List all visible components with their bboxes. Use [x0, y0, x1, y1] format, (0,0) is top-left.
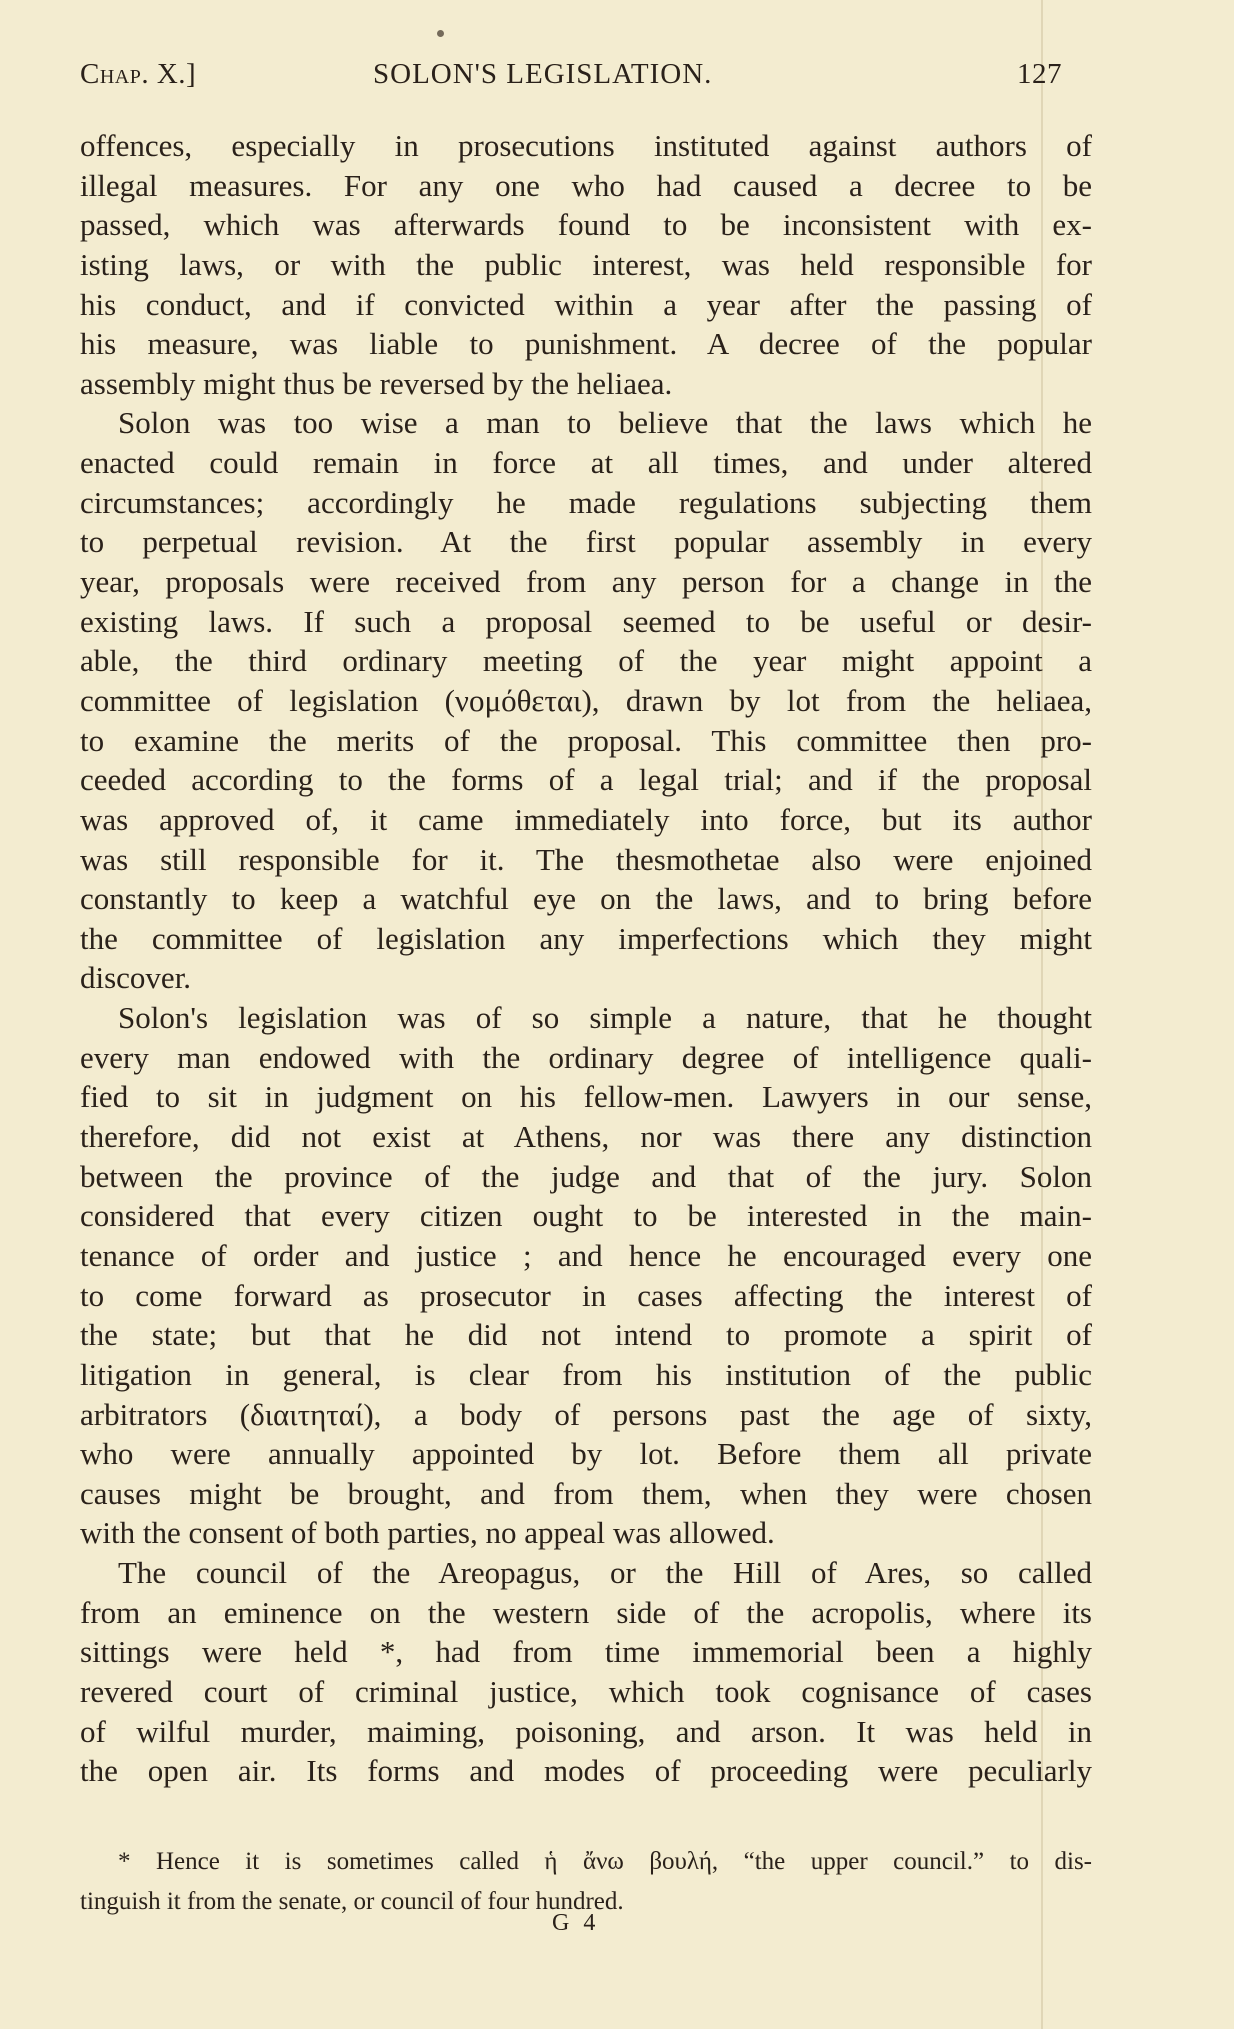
text-line: Solon was too wise a man to believe that the laws which he [118, 405, 1092, 441]
text-line: considered that every citizen ought to be interested in the main- [80, 1198, 1092, 1234]
text-line: from an eminence on the western side of the acropolis, where its [80, 1594, 1092, 1630]
text-line: his conduct, and if convicted within a year after the passing of [80, 286, 1092, 322]
text-line: Solon's legislation was of so simple a nature, that he thought [118, 1000, 1092, 1036]
text-line: revered court of criminal justice, which took cognisance of cases [80, 1673, 1092, 1709]
text-line: discover. [80, 960, 192, 996]
text-line: to come forward as prosecutor in cases affecting the interest of [80, 1277, 1092, 1313]
text-line: sittings were held *, had from time immemorial been a highly [80, 1634, 1092, 1670]
body-text [80, 126, 1092, 1791]
running-title: SOLON'S LEGISLATION. [373, 58, 713, 90]
text-line: was still responsible for it. The thesmothetae also were enjoined [80, 841, 1092, 877]
text-line: arbitrators (διαιτηταί), a body of persons past the age of sixty, [80, 1396, 1092, 1432]
chapter-label: Chap. X.] [80, 58, 197, 90]
text-line: offences, especially in prosecutions instituted against authors of [80, 128, 1092, 163]
text-line: the open air. Its forms and modes of proceeding were peculiarly [80, 1753, 1092, 1789]
signature-mark: G 4 [552, 1910, 600, 1936]
text-line: enacted could remain in force at all times, and under altered [80, 445, 1092, 481]
page-number: 127 [1017, 58, 1062, 90]
text-line: with the consent of both parties, no appeal was allowed. [80, 1515, 775, 1551]
text-line: every man endowed with the ordinary degree of intelligence quali- [80, 1039, 1092, 1075]
text-line: ceeded according to the forms of a legal trial; and if the proposal [80, 762, 1092, 798]
footnote-line-1: * Hence it is sometimes called ἡ ἄνω βουλή, “the upper council.” to dis- [118, 1848, 1092, 1875]
text-line: to perpetual revision. At the first popular assembly in every [80, 524, 1092, 560]
text-line: constantly to keep a watchful eye on the laws, and to bring before [80, 881, 1092, 917]
text-line: was approved of, it came immediately into force, but its author [80, 801, 1092, 837]
text-line: The council of the Areopagus, or the Hill of Ares, so called [118, 1555, 1092, 1591]
text-line: isting laws, or with the public interest, was held responsible for [80, 246, 1092, 282]
text-line: the state; but that he did not intend to promote a spirit of [80, 1317, 1092, 1353]
text-line: committee of legislation (νομόθεται), drawn by lot from the heliaea, [80, 682, 1092, 718]
text-line: litigation in general, is clear from his institution of the public [80, 1356, 1092, 1392]
text-line: therefore, did not exist at Athens, nor was there any distinction [80, 1119, 1092, 1155]
text-line: circumstances; accordingly he made regulations subjecting them [80, 484, 1092, 520]
text-line: his measure, was liable to punishment. A decree of the popular [80, 326, 1092, 362]
text-line: tenance of order and justice ; and hence he encouraged every one [80, 1237, 1092, 1273]
text-line: existing laws. If such a proposal seemed to be useful or desir- [80, 603, 1092, 639]
text-line: of wilful murder, maiming, poisoning, and arson. It was held in [80, 1713, 1092, 1749]
running-header [80, 58, 1080, 102]
text-line: year, proposals were received from any person for a change in the [80, 564, 1092, 600]
text-line: who were annually appointed by lot. Before them all private [80, 1436, 1092, 1472]
text-line: passed, which was afterwards found to be inconsistent with ex- [80, 207, 1092, 243]
text-line: assembly might thus be reversed by the heliaea. [80, 365, 673, 401]
ink-speck [437, 30, 444, 37]
text-line: between the province of the judge and that of the jury. Solon [80, 1158, 1092, 1194]
text-line: causes might be brought, and from them, when they were chosen [80, 1475, 1092, 1511]
footnote-line-2: tinguish it from the senate, or council of four hundred. [80, 1887, 624, 1915]
text-line: fied to sit in judgment on his fellow-men. Lawyers in our sense, [80, 1079, 1092, 1115]
text-line: the committee of legislation any imperfections which they might [80, 920, 1092, 956]
text-line: able, the third ordinary meeting of the year might appoint a [80, 643, 1092, 679]
text-line: to examine the merits of the proposal. This committee then pro- [80, 722, 1092, 758]
text-line: illegal measures. For any one who had caused a decree to be [80, 167, 1092, 203]
